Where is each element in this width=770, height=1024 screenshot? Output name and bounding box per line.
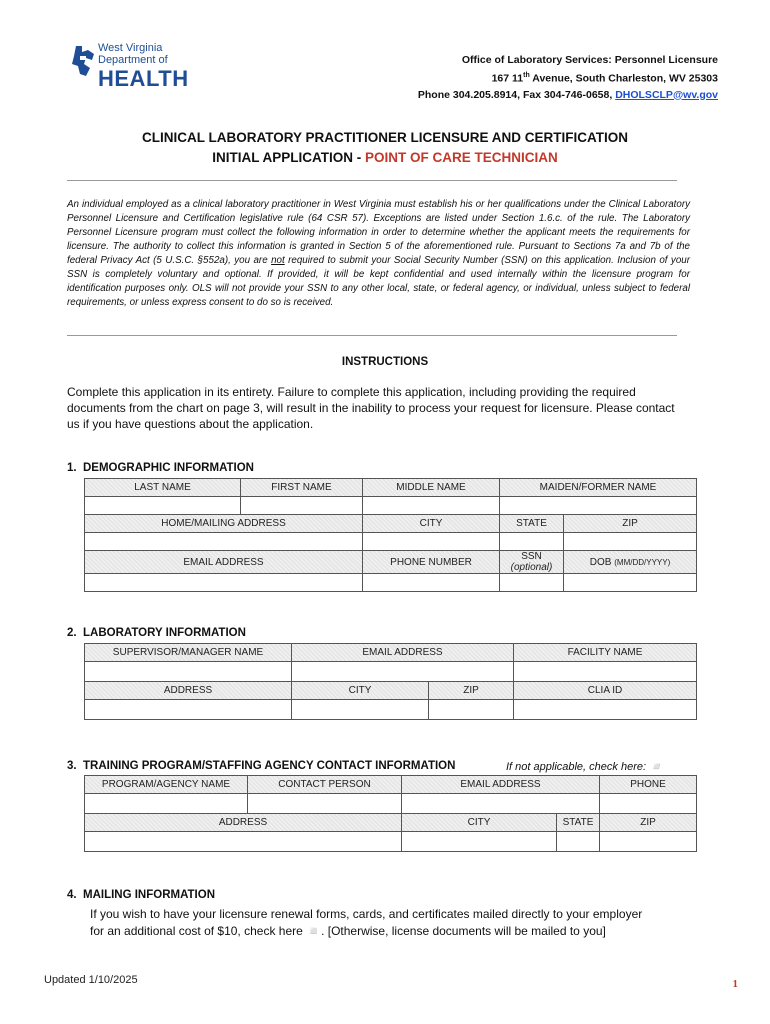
training-zip-label: ZIP [600,814,697,832]
maiden-name-field[interactable] [500,497,697,515]
first-name-label: FIRST NAME [241,479,363,497]
training-zip-field[interactable] [600,832,697,852]
training-address-field[interactable] [85,832,402,852]
training-email-field[interactable] [402,794,600,814]
ssn-label: SSN (optional) [500,551,564,574]
training-phone-label: PHONE [600,776,697,794]
mailing-line-1: If you wish to have your licensure renewal forms, cards, and certificates mailed directly to your employer [90,907,643,921]
wv-state-outline-icon [70,44,96,80]
lab-address-label: ADDRESS [85,682,292,700]
page-title [0,128,770,168]
program-field[interactable] [85,794,248,814]
middle-name-field[interactable] [363,497,500,515]
lab-zip-label: ZIP [429,682,514,700]
state-field[interactable] [500,533,564,551]
not-applicable-checkbox[interactable]: If not applicable, check here: ◽ [506,761,663,773]
demographic-table [84,478,697,592]
page-number: 1 [732,978,738,990]
logo-line-3: HEALTH [98,66,189,91]
title-line-1: CLINICAL LABORATORY PRACTITIONER LICENSURE AND CERTIFICATION [142,130,628,145]
ssn-field[interactable] [500,574,564,592]
email-label: EMAIL ADDRESS [85,551,363,574]
maiden-name-label: MAIDEN/FORMER NAME [500,479,697,497]
supervisor-label: SUPERVISOR/MANAGER NAME [85,644,292,662]
clia-field[interactable] [514,700,697,720]
state-label: STATE [500,515,564,533]
last-name-label: LAST NAME [85,479,241,497]
lab-city-field[interactable] [292,700,429,720]
divider [67,335,677,336]
office-name: Office of Laboratory Services: Personnel Licensure [461,54,718,66]
lab-zip-field[interactable] [429,700,514,720]
email-field[interactable] [85,574,363,592]
lab-email-field[interactable] [292,662,514,682]
zip-label: ZIP [564,515,697,533]
training-state-field[interactable] [557,832,600,852]
lab-city-label: CITY [292,682,429,700]
section-3-heading: 3. TRAINING PROGRAM/STAFFING AGENCY CONTACT INFORMATION [67,760,456,772]
zip-field[interactable] [564,533,697,551]
logo-line-1: West Virginia [98,42,163,54]
logo-line-2: Department of [98,54,168,66]
training-city-label: CITY [402,814,557,832]
dob-label: DOB (MM/DD/YYYY) [564,551,697,574]
instructions-text: Complete this application in its entirety. Failure to complete this application, including providing the required documents from the chart on page 3, will result in the inability to process your request for licensure. Please contact us if you have questions about the application. [67,385,675,431]
office-contact: Phone 304.205.8914, Fax 304-746-0658, DHOLSCLP@wv.gov [417,88,718,101]
supervisor-field[interactable] [85,662,292,682]
divider [67,180,677,181]
training-city-field[interactable] [402,832,557,852]
last-name-field[interactable] [85,497,241,515]
facility-label: FACILITY NAME [514,644,697,662]
mailing-line-2[interactable]: for an additional cost of $10, check here ◽. [Otherwise, license documents will be mailed to you] [90,924,606,938]
training-table [84,775,697,852]
section-1-heading: 1. DEMOGRAPHIC INFORMATION [67,462,254,474]
laboratory-table [84,643,697,720]
title-line-2: INITIAL APPLICATION - POINT OF CARE TECHNICIAN [212,150,558,165]
office-address-block [418,52,718,103]
intro-paragraph: An individual employed as a clinical laboratory practitioner in West Virginia must establish his or her qualifications under the Clinical Laboratory Personnel Licensure and Certification legislative rule (64 CSR 57). Exceptions are listed under Section 1.6.c. of the rule. The Laboratory Personnel Licensure program must collect the following information in order to determine whether the applicant meets the requirements for licensure. The authority to collect this information is granted in Section 5 of the aforementioned rule. Pursuant to Sections 7a and 7b of the federal Privacy Act (5 U.S.C. §552a), you are not required to submit your Social Security Number (SSN) on this application. Inclusion of your SSN is completely voluntary and optional. If provided, it will be kept confidential and used internally within the licensure program for identification purposes only. OLS will not provide your SSN to any other local, state, or federal agency, or individual, unless subject to federal requirements, or unless express consent to do so is received. [67,199,690,308]
training-address-label: ADDRESS [85,814,402,832]
wv-health-logo [70,42,220,102]
phone-field[interactable] [363,574,500,592]
facility-field[interactable] [514,662,697,682]
training-state-label: STATE [557,814,600,832]
mailing-text [90,906,690,940]
training-phone-field[interactable] [600,794,697,814]
office-street: 167 11th Avenue, South Charleston, WV 25303 [491,72,718,85]
updated-date: Updated 1/10/2025 [44,974,138,986]
home-address-field[interactable] [85,533,363,551]
section-2-heading: 2. LABORATORY INFORMATION [67,627,246,639]
lab-address-field[interactable] [85,700,292,720]
program-label: PROGRAM/AGENCY NAME [85,776,248,794]
training-email-label: EMAIL ADDRESS [402,776,600,794]
instructions-heading: INSTRUCTIONS [341,356,429,368]
contact-person-field[interactable] [248,794,402,814]
home-address-label: HOME/MAILING ADDRESS [85,515,363,533]
title-highlight: POINT OF CARE TECHNICIAN [364,150,558,165]
city-label: CITY [363,515,500,533]
contact-person-label: CONTACT PERSON [248,776,402,794]
dob-field[interactable] [564,574,697,592]
first-name-field[interactable] [241,497,363,515]
lab-email-label: EMAIL ADDRESS [292,644,514,662]
clia-label: CLIA ID [514,682,697,700]
email-link[interactable]: DHOLSCLP@wv.gov [615,88,718,101]
section-4-heading: 4. MAILING INFORMATION [67,889,216,901]
middle-name-label: MIDDLE NAME [363,479,500,497]
phone-label: PHONE NUMBER [363,551,500,574]
city-field[interactable] [363,533,500,551]
